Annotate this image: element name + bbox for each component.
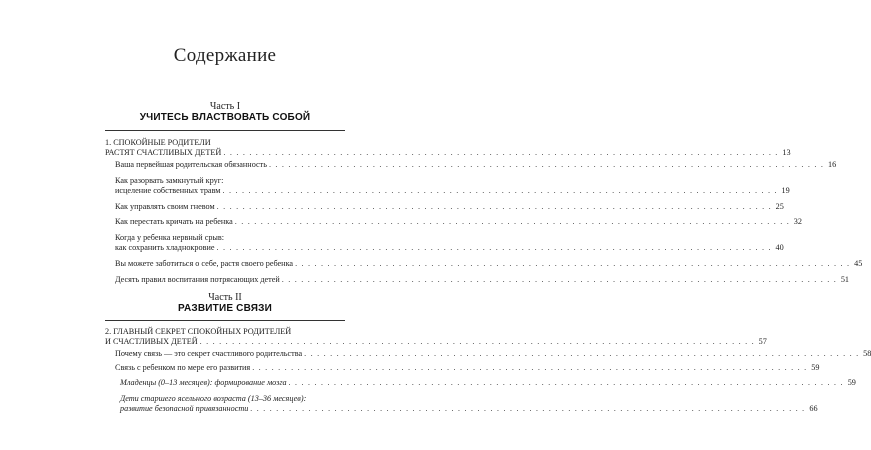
entry-text: Как разорвать замкнутый круг: (115, 176, 224, 185)
toc-entry[interactable] (115, 259, 863, 269)
leader-dots (223, 148, 778, 158)
entry-text: Как управлять своим гневом (115, 202, 215, 211)
entry-text: Дети старшего ясельного возраста (13–36 месяцев): (120, 394, 307, 403)
entry-text: Как перестать кричать на ребенка (115, 217, 233, 226)
leader-dots (304, 349, 859, 359)
leader-dots (250, 404, 805, 414)
page-number: 59 (847, 378, 856, 387)
page-number: 57 (758, 337, 767, 347)
leader-dots (217, 202, 772, 212)
entry-text: Младенцы (0–13 месяцев): формирование мозга (120, 378, 287, 387)
toc-entry-chapter-1[interactable] (105, 138, 791, 158)
page-number: 51 (840, 275, 849, 284)
part-2-label: Часть II (208, 292, 242, 303)
entry-text: 1. СПОКОЙНЫЕ РОДИТЕЛИ (105, 138, 211, 147)
leader-dots (252, 363, 807, 373)
leader-dots (289, 378, 844, 388)
page-number: 66 (809, 404, 818, 414)
toc-entry-chapter-2[interactable] (105, 327, 767, 347)
entry-text: Связь с ребенком по мере его развития (115, 363, 251, 372)
page-number: 16 (827, 160, 837, 169)
toc-entry[interactable] (115, 363, 820, 373)
part-1-label: Часть I (209, 101, 241, 112)
entry-text: Вы можете заботиться о себе, растя своего ребенка (115, 259, 294, 268)
leader-dots (222, 186, 777, 196)
entry-text: как сохранить хладнокровие (115, 243, 215, 253)
entry-text: 2. ГЛАВНЫЙ СЕКРЕТ СПОКОЙНЫХ РОДИТЕЛЕЙ (105, 327, 292, 336)
toc-entry[interactable] (115, 202, 784, 212)
entry-text: РАСТЯТ СЧАСТЛИВЫХ ДЕТЕЙ (105, 148, 222, 158)
entry-text: Почему связь — это секрет счастливого родительства (115, 349, 303, 358)
toc-entry[interactable] (120, 378, 856, 388)
page-number: 45 (854, 259, 863, 268)
entry-text: Ваша первейшая родительская обязанность (115, 160, 267, 169)
part-1-heading: УЧИТЕСЬ ВЛАСТВОВАТЬ СОБОЙ (139, 112, 311, 123)
leader-dots (200, 337, 755, 347)
toc-entry[interactable] (115, 160, 837, 170)
toc-entry[interactable] (115, 233, 784, 253)
toc-entry[interactable] (115, 176, 790, 196)
leader-dots (216, 243, 771, 253)
part-2-heading: РАЗВИТИЕ СВЯЗИ (177, 303, 273, 314)
leader-dots (235, 217, 790, 227)
entry-text: И СЧАСТЛИВЫХ ДЕТЕЙ (105, 337, 198, 347)
toc-entry[interactable] (120, 394, 818, 414)
entry-text: Когда у ребенка нервный срыв: (115, 233, 225, 242)
toc-entry[interactable] (115, 349, 871, 359)
page-number: 40 (775, 243, 784, 253)
toc-entry[interactable] (115, 275, 849, 285)
entry-text: развитие безопасной привязанности (120, 404, 249, 414)
page-number: 25 (775, 202, 784, 211)
page-number: 13 (782, 148, 791, 158)
page-number: 19 (781, 186, 790, 196)
part-2-divider (105, 320, 345, 321)
toc-entry[interactable] (115, 217, 802, 227)
page-title: Содержание (173, 45, 277, 66)
part-1-divider (105, 130, 345, 131)
page-number: 58 (863, 349, 871, 358)
page-number: 59 (811, 363, 820, 372)
leader-dots (295, 259, 850, 269)
leader-dots (282, 275, 837, 285)
entry-text: Десять правил воспитания потрясающих детей (115, 275, 280, 284)
entry-text: исцеление собственных травм (115, 186, 221, 196)
page-number: 32 (793, 217, 802, 226)
leader-dots (269, 160, 824, 170)
